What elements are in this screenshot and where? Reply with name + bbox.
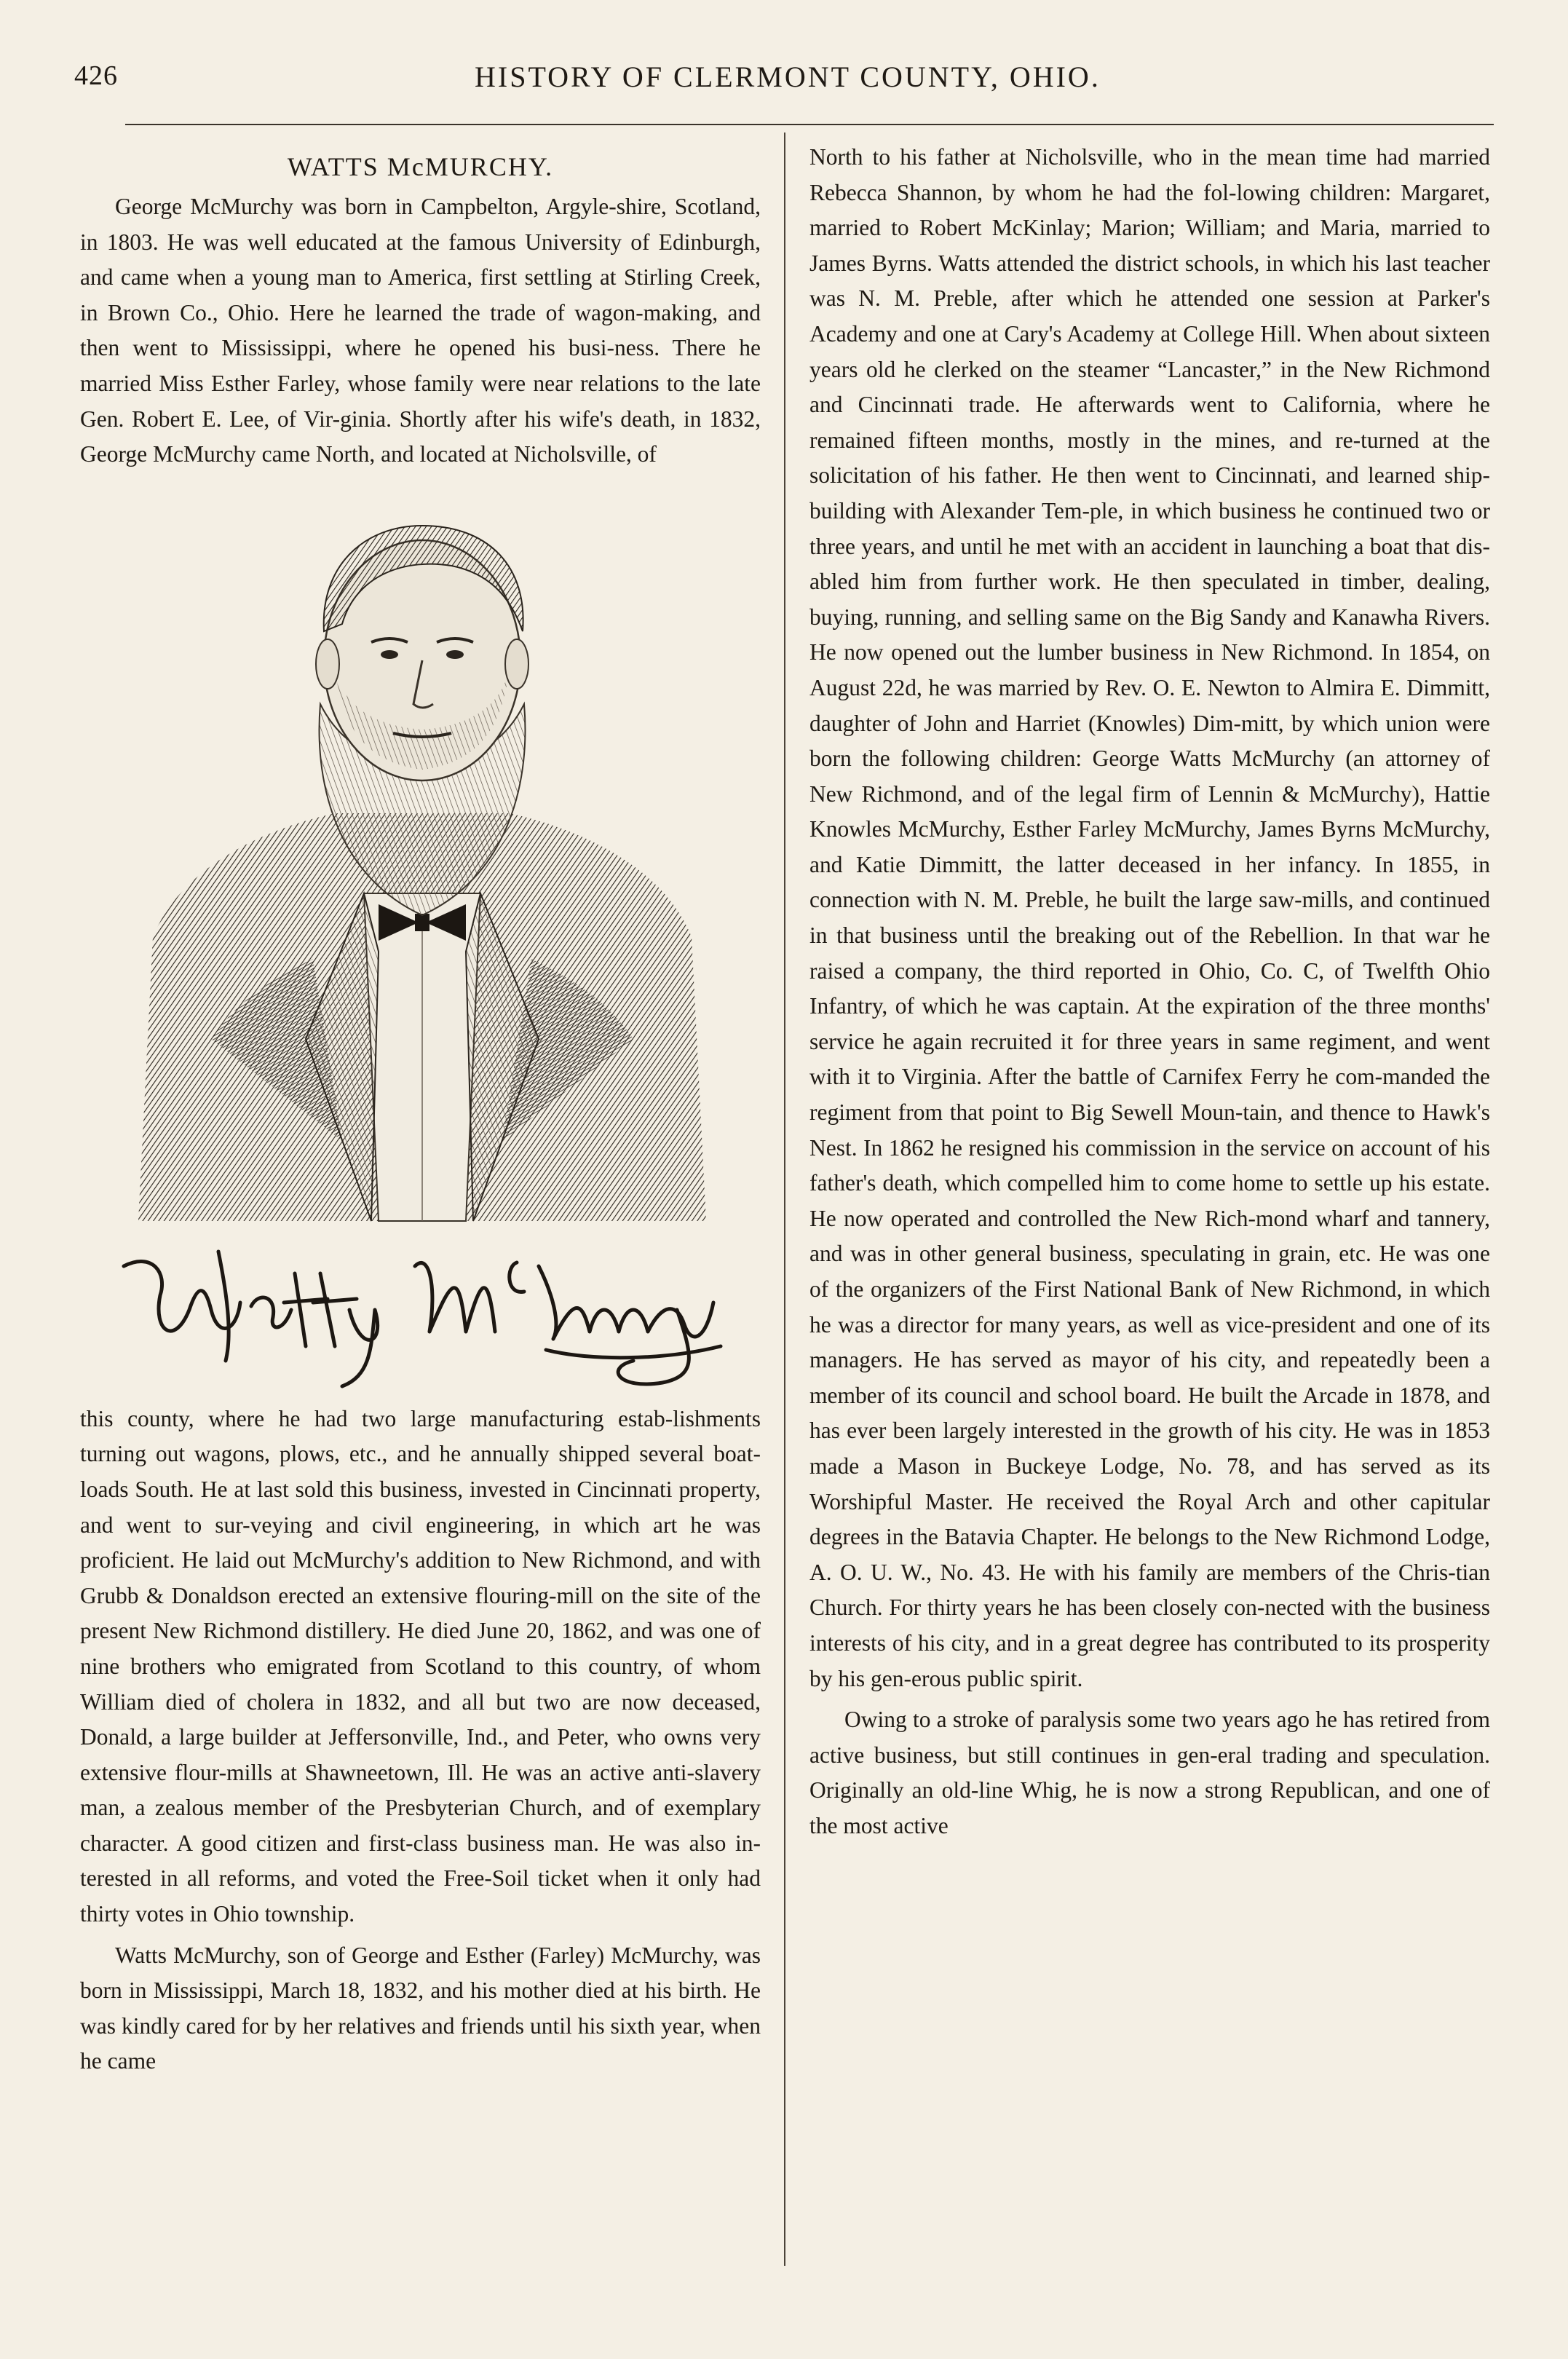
portrait-engraving xyxy=(124,486,721,1228)
paragraph-george-intro: George McMurchy was born in Campbelton, Argyle-shire, Scotland, in 1803. He was well educated at the famous University of Edinburgh, and came when a young man to America, first settling at Stirling Creek, in Brown Co., Ohio. Here he learned the trade of wagon-making, and then went to Mississippi, where he opened his busi-ness. There he married Miss Esther Farley, whose family were near relations to the late Gen. Robert E. Lee, of Vir-ginia. Shortly after his wife's death, in 1832, George McMurchy came North, and located at Nicholsville, of xyxy=(80,194,761,467)
header-rule xyxy=(125,124,1494,125)
page-number: 426 xyxy=(74,60,118,91)
column-divider xyxy=(784,133,785,2266)
running-title: HISTORY OF CLERMONT COUNTY, OHIO. xyxy=(475,60,1101,93)
portrait-block xyxy=(80,473,761,1402)
left-column xyxy=(80,140,761,2079)
signature-script xyxy=(109,1222,750,1390)
running-head xyxy=(67,60,1501,103)
paragraph-watts-career: North to his father at Nicholsville, who in the mean time had married Rebecca Shannon, by whom he had the fol-lowing children: Margaret, married to Robert McKinlay; Marion; William; and Maria, married to James Byrns. Watts attended the district schools, in which his last teacher was N. M. Preble, after which he attended one session at Parker's Academy and one at Cary's Academy at College Hill. When about sixteen years old he clerked on the steamer “Lancaster,” in the New Richmond and Cincinnati trade. He afterwards went to California, where he remained fifteen months, mostly in the mines, and re-turned at the solicitation of his father. He then went to Cincinnati, and learned ship-building with Alexander Tem-ple, in which business he continued two or three years, and until he met with an accident in launching a boat that dis-abled him from further work. He then speculated in timber, dealing, buying, running, and selling same on the Big Sandy and Kanawha Rivers. He now opened out the lumber business in New Richmond. In 1854, on August 22d, he was married by Rev. O. E. Newton to Almira E. Dimmitt, daughter of John and Harriet (Knowles) Dim-mitt, by which union were born the following children: George Watts McMurchy (an attorney of New Richmond, and of the legal firm of Lennin & McMurchy), Hattie Knowles McMurchy, Esther Farley McMurchy, James Byrns McMurchy, and Katie Dimmitt, the latter deceased in her infancy. In 1855, in connection with N. M. Preble, he built the large saw-mills, and continued in that business until the breaking out of the Rebellion. In that war he raised a company, the third reported in Ohio, Co. C, of Twelfth Ohio Infantry, of which he was captain. At the expiration of the three months' service he again recruited it for three years in same regiment, and went with it to Virginia. After the battle of Carnifex Ferry he com-manded the regiment from that point to Big Sewell Moun-tain, and thence to Hawk's Nest. In 1862 he resigned his commission in the service on account of his father's death, which compelled him to come home to settle up his estate. He now operated and controlled the New Rich-mond wharf and tannery, and was in other general business, speculating in grain, etc. He was one of the organizers of the First National Bank of New Richmond, in which he was a director for many years, as well as vice-president and one of its managers. He has served as mayor of his city, and repeatedly been a member of its council and school board. He built the Arcade in 1878, and has ever been largely interested in the growth of his city. He was in 1853 made a Mason in Buckeye Lodge, No. 78, and has served as its Worshipful Master. He received the Royal Arch and other capitular degrees in the Batavia Chapter. He belongs to the New Richmond Lodge, A. O. U. W., No. 43. He with his family are members of the Chris-tian Church. For thirty years he has been closely con-nected with the business interests of his city, and in a great degree has contributed to its prosperity by his gen-erous public spirit. xyxy=(809,144,1490,1691)
paragraph-watts-retirement: Owing to a stroke of paralysis some two years ago he has retired from active business, but still continues in gen-eral trading and speculation. Originally an old-line Whig, he is now a strong Republican, and one of the most active xyxy=(809,1707,1490,1838)
right-column xyxy=(809,140,1490,1844)
article-title: WATTS McMURCHY. xyxy=(287,152,554,181)
paragraph-watts-birth: Watts McMurchy, son of George and Esther (Farley) McMurchy, was born in Mississippi, March 18, 1832, and his mother died at his birth. He was kindly cared for by her relatives and friends until his sixth year, when he came xyxy=(80,1942,761,2074)
paragraph-george-continued: this county, where he had two large manufacturing estab-lishments turning out wagons, plows, etc., and he annually shipped several boat-loads South. He at last sold this business, invested in Cincinnati property, and went to sur-veying and civil engineering, in which art he was proficient. He laid out McMurchy's addition to New Richmond, and with Grubb & Donaldson erected an extensive flouring-mill on the site of the present New Richmond distillery. He died June 20, 1862, and was one of nine brothers who emigrated from Scotland to this country, of whom William died of cholera in 1832, and all but two are now deceased, Donald, a large builder at Jeffersonville, Ind., and Peter, who owns very extensive flour-mills at Shawneetown, Ill. He was an active anti-slavery man, a zealous member of the Presbyterian Church, and of exemplary character. A good citizen and first-class business man. He was also in-terested in all reforms, and voted the Free-Soil ticket when it only had thirty votes in Ohio township. xyxy=(80,1405,761,1927)
